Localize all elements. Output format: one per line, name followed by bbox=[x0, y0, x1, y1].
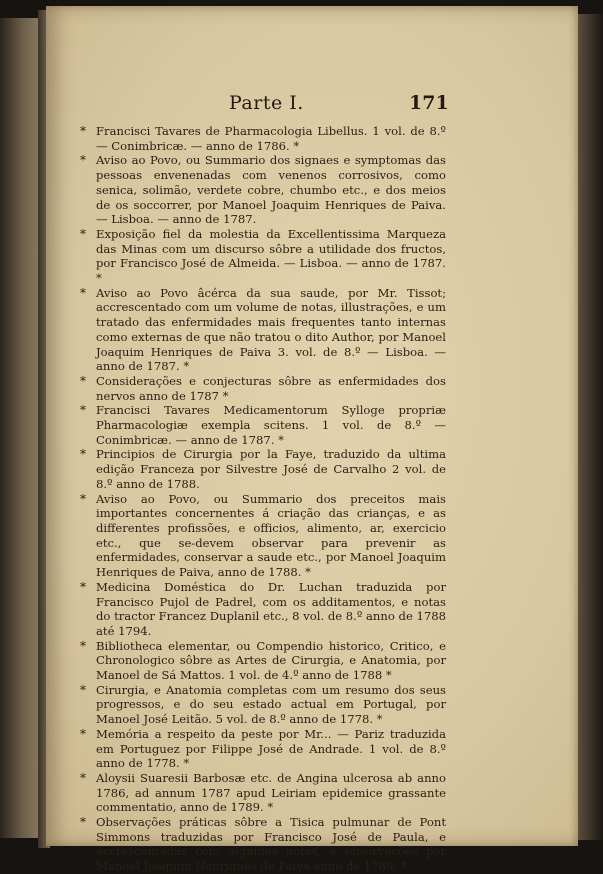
left-page-edge bbox=[0, 18, 40, 838]
bullet-asterisk-icon: * bbox=[80, 770, 86, 785]
bullet-asterisk-icon: * bbox=[80, 285, 86, 300]
bibliography-entry: * Cirurgia, e Anatomia completas com um resumo dos seus progressos, e do seu estado actual em Portugal, por Manoel José Leitão. 5 vol. de 8.º anno de 1778. * bbox=[80, 682, 446, 727]
bullet-asterisk-icon: * bbox=[80, 815, 86, 830]
bibliography-entry: * Aviso ao Povo, ou Summario dos preceitos mais importantes concernentes á criação das crianças, e as differentes profissões, e officios, alimento, ar, exercicio etc., que se-devem observar para prevenir as enfermidades, conservar a saude etc., por Manoel Joaquim Henriques de Paiva, anno de 1788. * bbox=[80, 491, 446, 580]
bullet-asterisk-icon: * bbox=[80, 403, 86, 418]
bullet-asterisk-icon: * bbox=[80, 226, 86, 241]
page-number: 171 bbox=[409, 92, 449, 114]
bullet-asterisk-icon: * bbox=[80, 638, 86, 653]
bibliography-entry: * Aloysii Suaresii Barbosæ etc. de Angina ulcerosa ab anno 1786, ad annum 1787 apud Leiriam epidemice grassante commentatio, anno de 1789. * bbox=[80, 770, 446, 815]
book-page bbox=[46, 6, 578, 874]
bibliography-entry: * Exposição fiel da molestia da Excellentissima Marqueza das Minas com um discurso sôbre a utilidade dos fructos, por Francisco José de Almeida. — Lisboa. — anno de 1787. * bbox=[80, 226, 446, 286]
bibliography-entry: * Principios de Cirurgia por la Faye, traduzido da ultima edição Franceza por Silvestre José de Carvalho 2 vol. de 8.º anno de 1788. bbox=[80, 447, 446, 491]
bibliography-entry: * Memória a respeito da peste por Mr... — Pariz traduzida em Portuguez por Filippe José de Andrade. 1 vol. de 8.º anno de 1778. * bbox=[80, 726, 446, 771]
bullet-asterisk-icon: * bbox=[80, 726, 86, 741]
right-page-edge bbox=[578, 14, 603, 840]
bibliography-entry: * Francisci Tavares Medicamentorum Sylloge propriæ Pharmacologiæ exempla scitens. 1 vol. de 8.º — Conimbricæ. — anno de 1787. * bbox=[80, 403, 446, 447]
running-head: Parte I. bbox=[229, 92, 304, 114]
bullet-asterisk-icon: * bbox=[80, 682, 86, 697]
bullet-asterisk-icon: * bbox=[80, 124, 86, 138]
bibliography-entry: * Francisci Tavares de Pharmacologia Libellus. 1 vol. de 8.º — Conimbricæ. — anno de 1786. * bbox=[80, 124, 446, 153]
bibliography-list bbox=[80, 124, 446, 874]
bibliography-entry: * Aviso ao Povo âcérca da sua saude, por Mr. Tissot; accrescentado com um volume de notas, illustrações, e um tratado das enfermidades mais frequentes tanto internas como externas de que não tratou o dito Author, por Manoel Joaquim Henriques de Paiva 3. vol. de 8.º — Lisboa. — anno de 1787. * bbox=[80, 285, 446, 374]
page-header bbox=[46, 92, 578, 116]
bullet-asterisk-icon: * bbox=[80, 153, 86, 168]
bibliography-entry: * Considerações e conjecturas sôbre as enfermidades dos nervos anno de 1787 * bbox=[80, 373, 446, 403]
bullet-asterisk-icon: * bbox=[80, 579, 86, 594]
bibliography-entry: * Aviso ao Povo, ou Summario dos signaes e symptomas das pessoas envenenadas com venenos corrosivos, como senica, solimão, verdete cobre, chumbo etc., e dos meios de os soccorrer, por Manoel Joaquim Henriques de Paiva. — Lisboa. — anno de 1787. bbox=[80, 153, 446, 227]
bibliography-entry: * Observações práticas sôbre a Tisica pulmunar de Pont Simmons traduzidas por Francisco José de Paula, e accrescentadas com algumas notas, e observações por Manoel Joaquim Henriques de Paiva anno de 1789. * bbox=[80, 815, 446, 874]
bibliography-entry: * Medicina Doméstica do Dr. Luchan traduzida por Francisco Pujol de Padrel, com os additamentos, e notas do tractor Francez Duplanil etc., 8 vol. de 8.º anno de 1788 até 1794. bbox=[80, 579, 446, 638]
bibliography-entry: * Bibliotheca elementar, ou Compendio historico, Critico, e Chronologico sôbre as Artes de Cirurgia, e Anatomia, por Manoel de Sá Mattos. 1 vol. de 4.º anno de 1788 * bbox=[80, 638, 446, 683]
bullet-asterisk-icon: * bbox=[80, 373, 86, 388]
bullet-asterisk-icon: * bbox=[80, 491, 86, 506]
bullet-asterisk-icon: * bbox=[80, 447, 86, 462]
